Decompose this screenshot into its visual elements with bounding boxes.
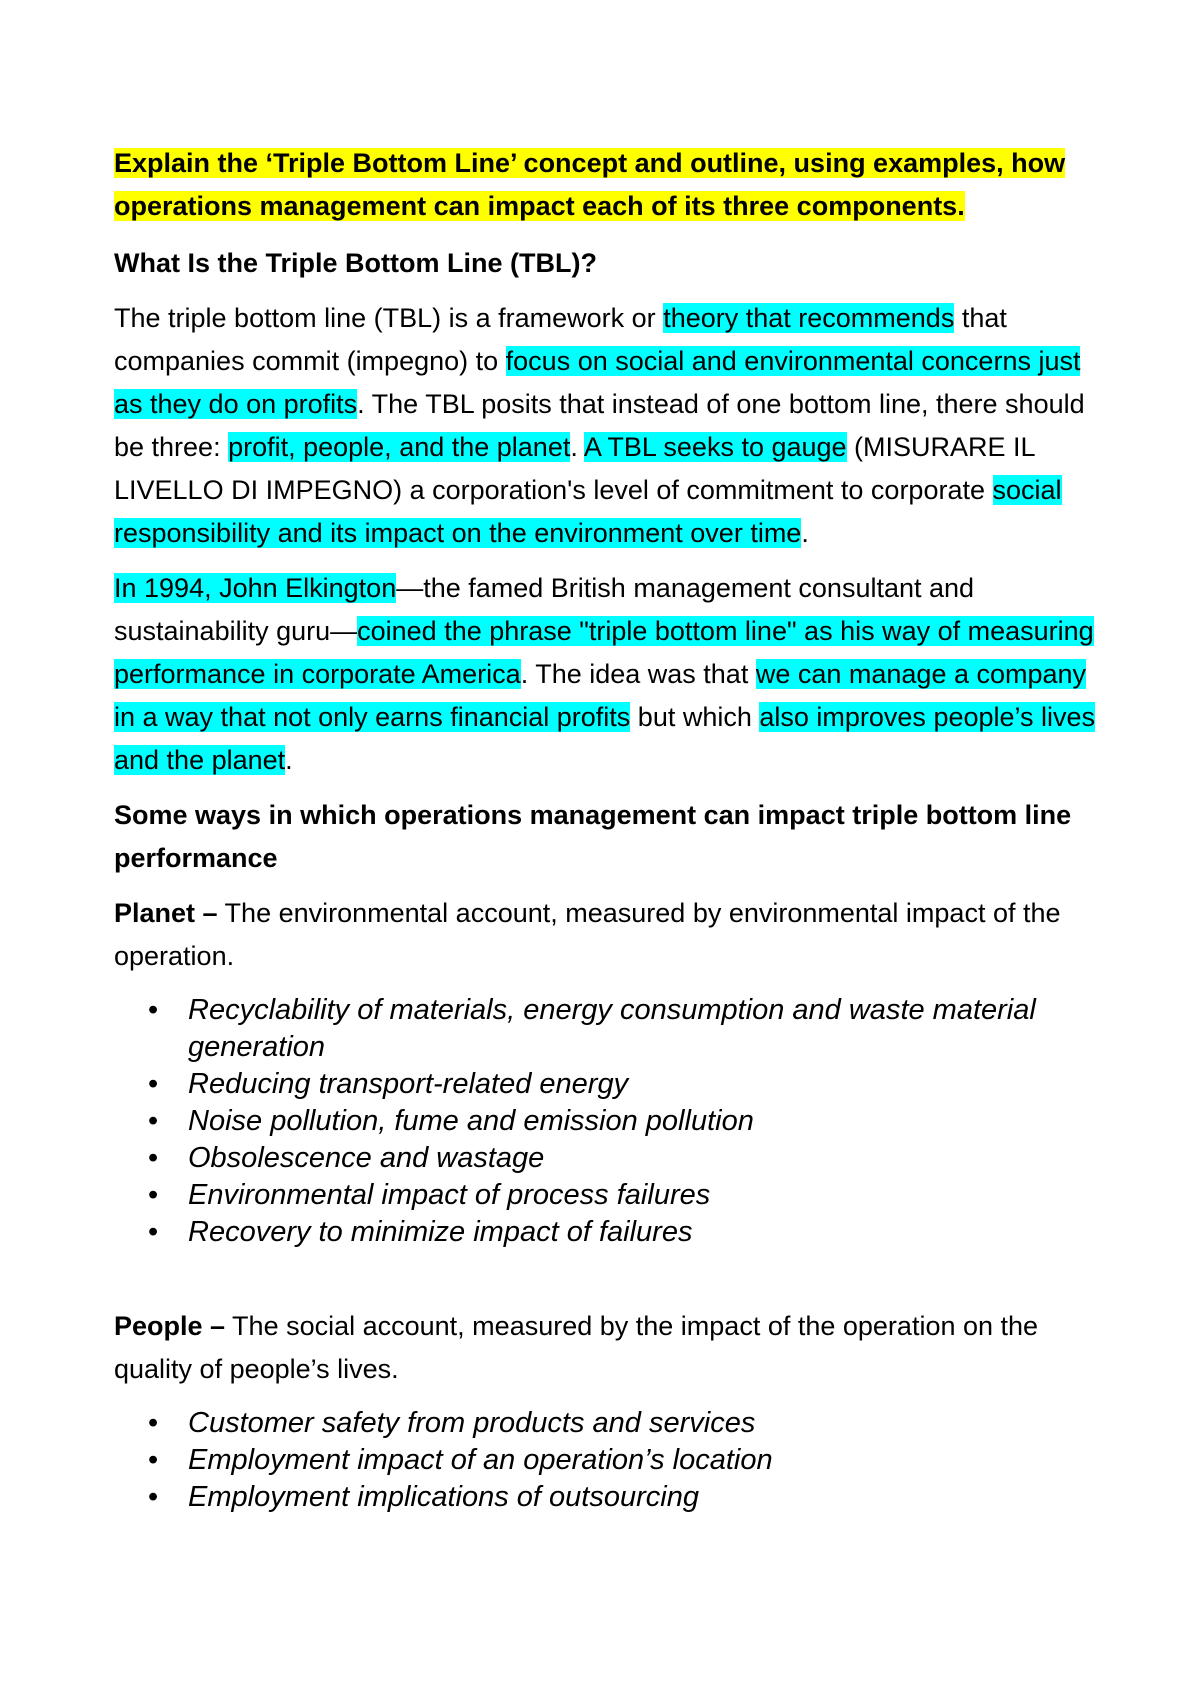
list-item (148, 1066, 1104, 1103)
para1-highlight-2: focus on social and environmental concerns just as they do on profits (114, 346, 1081, 419)
list-item (148, 992, 1104, 1066)
list-item (148, 1214, 1104, 1251)
people-paragraph (114, 1305, 1104, 1391)
para1-text-4: . (570, 432, 584, 462)
list-item (148, 1405, 1104, 1442)
list-item (148, 1177, 1104, 1214)
list-item-text: Recovery to minimize impact of failures (188, 1216, 693, 1248)
para2-highlight-2: coined the phrase "triple bottom line" as his way of measuring performance in corporate America (114, 616, 1094, 689)
bullet-icon: • (148, 1105, 159, 1137)
list-item (148, 1140, 1104, 1177)
para1-highlight-4: A TBL seeks to gauge (583, 432, 847, 462)
people-description: The social account, measured by the impact of the operation on the quality of people’s lives. (114, 1311, 1039, 1384)
para1-text-2: that companies commit (impegno) to (114, 303, 1007, 376)
para2-highlight-3: we can manage a company in a way that not only earns financial profits (114, 659, 1087, 732)
document-page (114, 142, 1104, 1516)
para1-text-6: . (801, 518, 809, 548)
bullet-icon: • (148, 1216, 159, 1248)
para1-highlight-1: theory that recommends (663, 303, 955, 333)
list-item-text: Reducing transport-related energy (188, 1068, 629, 1100)
list-item-text: Customer safety from products and services (188, 1407, 756, 1439)
para1-highlight-3: profit, people, and the planet (228, 432, 571, 462)
para1-text-3: . The TBL posits that instead of one bottom line, there should be three: (114, 389, 1085, 462)
para1-text-1: The triple bottom line (TBL) is a framework or (114, 303, 664, 333)
list-item-text: Employment implications of outsourcing (188, 1481, 699, 1513)
para2-text-4: . (285, 745, 293, 775)
planet-paragraph (114, 892, 1104, 978)
bullet-icon: • (148, 1407, 159, 1439)
bullet-icon: • (148, 1068, 159, 1100)
question-title (114, 142, 1104, 228)
list-item-text: Noise pollution, fume and emission pollution (188, 1105, 754, 1137)
bullet-icon: • (148, 1481, 159, 1513)
list-item (148, 1442, 1104, 1479)
people-list (114, 1405, 1104, 1516)
para2-highlight-1: In 1994, John Elkington (114, 573, 397, 603)
bullet-icon: • (148, 1142, 159, 1174)
list-item-text: Employment impact of an operation’s location (188, 1444, 773, 1476)
para2-text-1: —the famed British management consultant and sustainability guru— (114, 573, 975, 646)
section-spacer (114, 1251, 1104, 1305)
bullet-icon: • (148, 1444, 159, 1476)
title-highlight: Explain the ‘Triple Bottom Line’ concept and outline, using examples, how operations management can impact each of its three components. (114, 148, 1066, 221)
planet-label: Planet – (114, 898, 218, 928)
para2-text-3: but which (630, 702, 760, 732)
planet-description: The environmental account, measured by environmental impact of the operation. (114, 898, 1061, 971)
bullet-icon: • (148, 994, 159, 1026)
planet-list (114, 992, 1104, 1251)
list-item-text: Environmental impact of process failures (188, 1179, 711, 1211)
para1-highlight-5: social responsibility and its impact on the environment over time (114, 475, 1062, 548)
tbl-definition-paragraph (114, 297, 1104, 555)
list-item (148, 1479, 1104, 1516)
para1-text-5: (MISURARE IL LIVELLO DI IMPEGNO) a corporation's level of commitment to corporate (114, 432, 1035, 505)
list-item-text: Recyclability of materials, energy consumption and waste material generation (188, 994, 1036, 1063)
list-item-text: Obsolescence and wastage (188, 1142, 545, 1174)
ways-heading: Some ways in which operations management can impact triple bottom line performance (114, 800, 1072, 873)
people-label: People – (114, 1311, 226, 1341)
bullet-icon: • (148, 1179, 159, 1211)
tbl-heading: What Is the Triple Bottom Line (TBL)? (114, 248, 597, 278)
elkington-paragraph (114, 567, 1104, 782)
para2-text-2: . The idea was that (520, 659, 756, 689)
list-item (148, 1103, 1104, 1140)
para2-highlight-4: also improves people’s lives and the planet (114, 702, 1096, 775)
